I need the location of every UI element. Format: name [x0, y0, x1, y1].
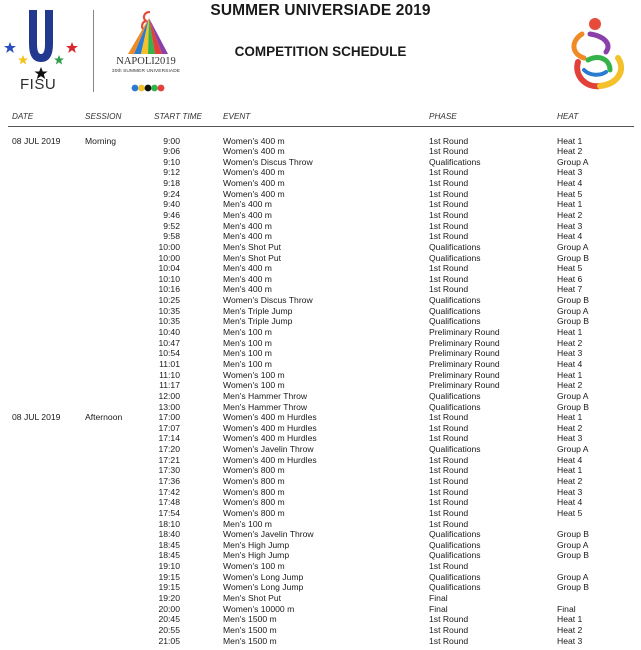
- row-phase: 1st Round: [429, 273, 469, 284]
- row-phase: 1st Round: [429, 188, 469, 199]
- row-phase: 1st Round: [429, 486, 469, 497]
- row-start-time: 10:47: [158, 337, 180, 348]
- row-event: Men's 100 m: [223, 337, 272, 348]
- table-row: [0, 306, 641, 317]
- row-start-time: 19:15: [158, 571, 180, 582]
- table-row: [0, 146, 641, 157]
- row-start-time: 10:54: [158, 348, 180, 359]
- row-phase: Qualifications: [429, 571, 481, 582]
- row-heat: Group B: [557, 582, 590, 593]
- row-heat: Group A: [557, 539, 589, 550]
- column-headers: [0, 112, 641, 126]
- row-start-time: 18:40: [158, 529, 180, 540]
- row-start-time: 9:10: [163, 156, 180, 167]
- table-row: [0, 263, 641, 274]
- row-event: Men's 400 m: [223, 231, 272, 242]
- table-row: [0, 189, 641, 200]
- row-phase: Preliminary Round: [429, 369, 500, 380]
- table-row: [0, 167, 641, 178]
- row-start-time: 19:10: [158, 561, 180, 572]
- row-phase: 1st Round: [429, 614, 469, 625]
- row-start-time: 17:42: [158, 486, 180, 497]
- row-event: Women's Javelin Throw: [223, 444, 314, 455]
- row-heat: Group B: [557, 252, 590, 263]
- row-phase: Qualifications: [429, 529, 481, 540]
- row-phase: Qualifications: [429, 390, 481, 401]
- table-row: [0, 136, 641, 147]
- row-phase: Qualifications: [429, 316, 481, 327]
- row-start-time: 11:01: [159, 358, 180, 369]
- row-phase: 1st Round: [429, 178, 469, 189]
- row-heat: Heat 1: [557, 412, 583, 423]
- col-session: SESSION: [85, 112, 122, 121]
- col-date: DATE: [12, 112, 34, 121]
- row-event: Women's 800 m: [223, 486, 285, 497]
- row-start-time: 17:54: [158, 507, 180, 518]
- row-phase: Qualifications: [429, 295, 481, 306]
- row-phase: Qualifications: [429, 550, 481, 561]
- row-phase: 1st Round: [429, 135, 469, 146]
- row-event: Men's High Jump: [223, 539, 290, 550]
- row-event: Women's 800 m: [223, 465, 285, 476]
- row-heat: Group B: [557, 529, 590, 540]
- row-date: 08 JUL 2019: [12, 412, 61, 423]
- row-event: Men's Hammer Throw: [223, 401, 308, 412]
- row-start-time: 9:06: [163, 146, 180, 157]
- row-heat: Group A: [557, 241, 589, 252]
- row-heat: Group A: [557, 444, 589, 455]
- table-row: [0, 540, 641, 551]
- row-event: Men's Shot Put: [223, 593, 282, 604]
- row-start-time: 13:00: [158, 401, 180, 412]
- row-event: Women's 400 m: [223, 146, 285, 157]
- row-start-time: 18:10: [158, 518, 180, 529]
- table-row: [0, 529, 641, 540]
- row-event: Men's 400 m: [223, 220, 272, 231]
- row-heat: Heat 5: [557, 263, 583, 274]
- table-row: [0, 253, 641, 264]
- row-heat: Heat 3: [557, 433, 583, 444]
- row-phase: 1st Round: [429, 624, 469, 635]
- row-phase: 1st Round: [429, 199, 469, 210]
- row-heat: Heat 3: [557, 348, 583, 359]
- table-row: [0, 231, 641, 242]
- row-heat: Heat 4: [557, 497, 583, 508]
- row-start-time: 10:16: [158, 284, 180, 295]
- row-start-time: 10:40: [158, 327, 180, 338]
- row-phase: 1st Round: [429, 497, 469, 508]
- row-event: Men's High Jump: [223, 550, 290, 561]
- row-event: Women's 400 m: [223, 178, 285, 189]
- napoli-subtitle: 30th SUMMER UNIVERSIADE: [111, 69, 181, 74]
- row-event: Women's 800 m: [223, 507, 285, 518]
- page-subtitle: COMPETITION SCHEDULE: [234, 44, 407, 59]
- row-event: Men's 400 m: [223, 199, 272, 210]
- row-event: Men's Hammer Throw: [223, 390, 308, 401]
- row-heat: Heat 1: [557, 199, 583, 210]
- row-phase: Preliminary Round: [429, 337, 500, 348]
- table-row: [0, 625, 641, 636]
- table-row: [0, 380, 641, 391]
- row-event: Women's 800 m: [223, 476, 285, 486]
- row-event: Women's Long Jump: [223, 571, 304, 582]
- table-row: [0, 487, 641, 498]
- row-heat: Heat 3: [557, 220, 583, 231]
- row-session: Morning: [85, 135, 117, 146]
- row-phase: 1st Round: [429, 507, 469, 518]
- row-phase: Qualifications: [429, 401, 481, 412]
- table-row: [0, 359, 641, 370]
- table-row: [0, 242, 641, 253]
- table-row: [0, 178, 641, 189]
- row-event: Men's Triple Jump: [223, 316, 293, 327]
- table-row: [0, 582, 641, 593]
- table-row: [0, 221, 641, 232]
- napoli-wordmark: NAPOLI2019: [116, 56, 176, 67]
- table-row: [0, 572, 641, 583]
- row-heat: Heat 2: [557, 476, 583, 486]
- page-title: SUMMER UNIVERSIADE 2019: [210, 2, 431, 19]
- row-phase: Qualifications: [429, 582, 481, 593]
- row-phase: Qualifications: [429, 305, 481, 316]
- row-start-time: 9:58: [163, 231, 180, 242]
- row-heat: Group A: [557, 571, 589, 582]
- row-phase: 1st Round: [429, 465, 469, 476]
- col-event: EVENT: [223, 112, 251, 121]
- row-event: Men's 100 m: [223, 348, 272, 359]
- row-phase: 1st Round: [429, 231, 469, 242]
- row-event: Women's 10000 m: [223, 603, 295, 614]
- row-event: Women's 100 m: [223, 380, 285, 391]
- col-phase: PHASE: [429, 112, 457, 121]
- row-phase: Qualifications: [429, 252, 481, 263]
- row-start-time: 20:00: [158, 603, 180, 614]
- table-row: [0, 604, 641, 615]
- row-phase: 1st Round: [429, 220, 469, 231]
- row-start-time: 9:52: [163, 220, 180, 231]
- table-row: [0, 412, 641, 423]
- row-event: Women's 400 m Hurdles: [223, 454, 317, 465]
- row-date: 08 JUL 2019: [12, 135, 61, 146]
- row-event: Men's Shot Put: [223, 252, 282, 263]
- row-start-time: 17:21: [158, 454, 180, 465]
- row-event: Women's Discus Throw: [223, 295, 313, 306]
- table-row: [0, 614, 641, 625]
- row-phase: 1st Round: [429, 454, 469, 465]
- table-row: [0, 550, 641, 561]
- row-heat: Heat 1: [557, 369, 583, 380]
- row-heat: Heat 5: [557, 188, 583, 199]
- row-heat: Heat 7: [557, 284, 583, 295]
- row-heat: Group B: [557, 316, 590, 327]
- row-start-time: 17:48: [158, 497, 180, 508]
- row-start-time: 21:05: [158, 635, 180, 646]
- row-start-time: 9:12: [163, 167, 180, 178]
- header-divider: [8, 126, 634, 127]
- row-start-time: 10:00: [158, 252, 180, 263]
- table-row: [0, 327, 641, 338]
- row-event: Women's 100 m: [223, 561, 285, 572]
- row-heat: Group A: [557, 156, 589, 167]
- page-header: [0, 0, 641, 110]
- row-start-time: 10:00: [158, 241, 180, 252]
- row-heat: Group A: [557, 390, 589, 401]
- row-heat: Heat 1: [557, 327, 583, 338]
- row-event: Women's 400 m: [223, 167, 285, 178]
- row-start-time: 11:17: [159, 380, 180, 391]
- row-session: Afternoon: [85, 412, 123, 423]
- row-phase: 1st Round: [429, 209, 469, 220]
- row-heat: Heat 3: [557, 486, 583, 497]
- row-heat: Heat 1: [557, 135, 583, 146]
- table-row: [0, 338, 641, 349]
- row-heat: Heat 1: [557, 465, 583, 476]
- row-phase: Final: [429, 603, 448, 614]
- row-heat: Heat 6: [557, 273, 583, 284]
- table-row: [0, 444, 641, 455]
- row-phase: 1st Round: [429, 433, 469, 444]
- row-phase: Qualifications: [429, 444, 481, 455]
- fisu-wordmark: FISU: [20, 76, 57, 93]
- row-heat: Heat 2: [557, 337, 583, 348]
- row-start-time: 19:20: [158, 593, 180, 604]
- row-event: Men's Shot Put: [223, 241, 282, 252]
- row-phase: 1st Round: [429, 422, 469, 433]
- row-heat: Group B: [557, 550, 590, 561]
- row-start-time: 10:35: [158, 305, 180, 316]
- row-heat: Group B: [557, 401, 590, 412]
- mascot-pictogram: [560, 14, 632, 94]
- row-phase: 1st Round: [429, 476, 469, 486]
- table-row: [0, 519, 641, 530]
- row-start-time: 9:00: [163, 135, 180, 146]
- row-heat: Heat 2: [557, 422, 583, 433]
- table-row: [0, 465, 641, 476]
- row-start-time: 18:45: [158, 539, 180, 550]
- row-event: Men's 400 m: [223, 263, 272, 274]
- table-row: [0, 561, 641, 572]
- row-start-time: 10:04: [158, 263, 180, 274]
- row-start-time: 9:24: [163, 188, 180, 199]
- row-event: Men's 400 m: [223, 273, 272, 284]
- row-heat: Group B: [557, 295, 590, 306]
- row-phase: 1st Round: [429, 635, 469, 646]
- table-row: [0, 391, 641, 402]
- col-start-time: START TIME: [154, 112, 202, 121]
- row-event: Men's 400 m: [223, 209, 272, 220]
- row-start-time: 12:00: [158, 390, 180, 401]
- row-start-time: 17:00: [158, 412, 180, 423]
- row-heat: Heat 2: [557, 146, 583, 157]
- row-start-time: 18:45: [158, 550, 180, 561]
- row-event: Women's 100 m: [223, 369, 285, 380]
- row-event: Women's 400 m Hurdles: [223, 433, 317, 444]
- row-heat: Heat 1: [557, 614, 583, 625]
- row-start-time: 11:10: [159, 369, 180, 380]
- row-heat: Heat 4: [557, 178, 583, 189]
- table-row: [0, 157, 641, 168]
- row-event: Men's 100 m: [223, 327, 272, 338]
- row-start-time: 9:18: [163, 178, 180, 189]
- row-start-time: 17:14: [158, 433, 180, 444]
- table-row: [0, 636, 641, 647]
- row-start-time: 10:25: [158, 295, 180, 306]
- row-event: Women's 400 m Hurdles: [223, 422, 317, 433]
- row-start-time: 17:30: [158, 465, 180, 476]
- row-phase: Qualifications: [429, 156, 481, 167]
- row-event: Men's Triple Jump: [223, 305, 293, 316]
- table-row: [0, 370, 641, 381]
- row-start-time: 19:15: [158, 582, 180, 593]
- row-event: Men's 100 m: [223, 518, 272, 529]
- row-phase: 1st Round: [429, 146, 469, 157]
- row-event: Women's Javelin Throw: [223, 529, 314, 540]
- table-row: [0, 316, 641, 327]
- row-start-time: 10:10: [158, 273, 180, 284]
- row-phase: Qualifications: [429, 539, 481, 550]
- row-start-time: 17:36: [158, 476, 180, 486]
- row-start-time: 20:45: [158, 614, 180, 625]
- table-row: [0, 402, 641, 413]
- row-event: Women's 400 m: [223, 188, 285, 199]
- row-phase: 1st Round: [429, 167, 469, 178]
- row-heat: Heat 4: [557, 231, 583, 242]
- row-heat: Heat 2: [557, 624, 583, 635]
- row-phase: 1st Round: [429, 284, 469, 295]
- row-phase: Preliminary Round: [429, 348, 500, 359]
- schedule-table: [0, 136, 641, 647]
- row-heat: Heat 2: [557, 209, 583, 220]
- table-row: [0, 433, 641, 444]
- row-event: Women's 800 m: [223, 497, 285, 508]
- row-event: Women's Long Jump: [223, 582, 304, 593]
- row-heat: Heat 3: [557, 167, 583, 178]
- table-row: [0, 455, 641, 466]
- table-row: [0, 476, 641, 487]
- row-event: Men's 1500 m: [223, 635, 277, 646]
- table-row: [0, 423, 641, 434]
- row-phase: Final: [429, 593, 448, 604]
- row-phase: 1st Round: [429, 412, 469, 423]
- row-heat: Final: [557, 603, 576, 614]
- row-start-time: 9:46: [163, 209, 180, 220]
- row-event: Men's 400 m: [223, 284, 272, 295]
- row-phase: Preliminary Round: [429, 327, 500, 338]
- row-event: Women's 400 m Hurdles: [223, 412, 317, 423]
- table-row: [0, 274, 641, 285]
- table-row: [0, 348, 641, 359]
- row-event: Men's 1500 m: [223, 624, 277, 635]
- row-phase: Preliminary Round: [429, 358, 500, 369]
- row-start-time: 20:55: [158, 624, 180, 635]
- row-heat: Heat 3: [557, 635, 583, 646]
- table-row: [0, 199, 641, 210]
- table-row: [0, 284, 641, 295]
- row-phase: 1st Round: [429, 561, 469, 572]
- table-row: [0, 295, 641, 306]
- row-heat: Heat 5: [557, 507, 583, 518]
- row-event: Men's 1500 m: [223, 614, 277, 625]
- col-heat: HEAT: [557, 112, 579, 121]
- table-row: [0, 593, 641, 604]
- row-start-time: 9:40: [163, 199, 180, 210]
- row-event: Women's 400 m: [223, 135, 285, 146]
- row-start-time: 17:20: [158, 444, 180, 455]
- row-event: Men's 100 m: [223, 358, 272, 369]
- row-start-time: 10:35: [158, 316, 180, 327]
- table-row: [0, 210, 641, 221]
- row-heat: Heat 4: [557, 454, 583, 465]
- row-phase: Preliminary Round: [429, 380, 500, 391]
- row-heat: Group A: [557, 305, 589, 316]
- row-heat: Heat 2: [557, 380, 583, 391]
- row-phase: Qualifications: [429, 241, 481, 252]
- row-phase: 1st Round: [429, 518, 469, 529]
- row-phase: 1st Round: [429, 263, 469, 274]
- row-start-time: 17:07: [158, 422, 180, 433]
- row-heat: Heat 4: [557, 358, 583, 369]
- row-event: Women's Discus Throw: [223, 156, 313, 167]
- table-row: [0, 497, 641, 508]
- table-row: [0, 508, 641, 519]
